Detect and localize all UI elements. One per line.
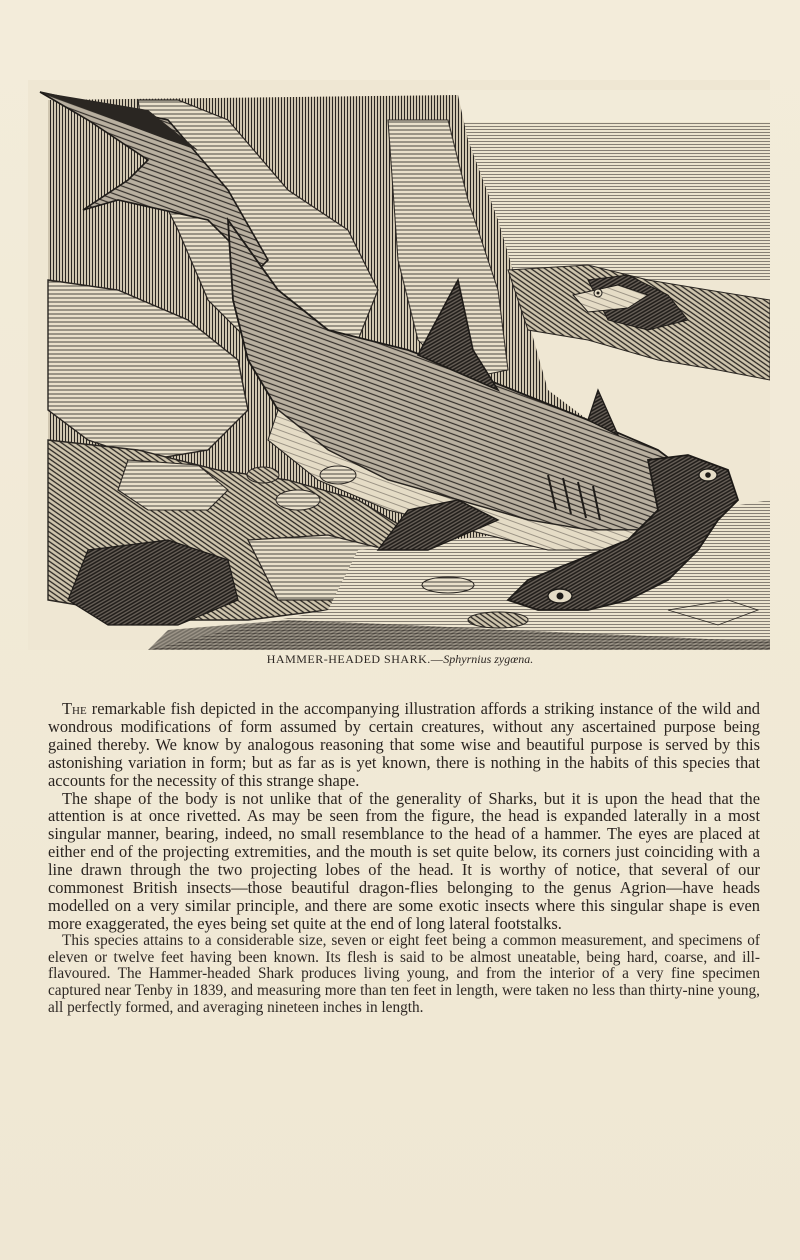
body-text — [48, 700, 760, 1017]
hammerhead-shark-engraving — [28, 80, 770, 650]
hammerhead-shark-icon — [28, 80, 770, 650]
paragraph-lead-word: The — [62, 699, 87, 718]
paragraph-1-text: remarkable fish depicted in the accompanying illustration affords a striking instance of the wild and wondrous modifications of form assumed by certain creatures, without any ascertained purpose being gained thereby. We know by analogous reasoning that some wise and beautiful purpose is served by this astonishing variation in form; but as far as is yet known, there is nothing in the habits of this species that accounts for the necessity of this strange shape. — [48, 699, 760, 790]
figure-caption — [0, 652, 800, 667]
paragraph-3: This species attains to a considerable size, seven or eight feet being a common measurement, and specimens of eleven or twelve feet having been known. Its flesh is said to be almost uneatable, being hard, coarse, and ill-flavoured. The Hammer-headed Shark produces living young, and from the interior of a very fine specimen captured near Tenby in 1839, and measuring more than ten feet in length, were taken no less than thirty-nine young, all perfectly formed, and averaging nineteen inches in length. — [48, 931, 760, 1016]
paragraph-2: The shape of the body is not unlike that of the generality of Sharks, but it is upon the head that the attention is at once rivetted. As may be seen from the figure, the head is expanded laterally in a most singular manner, bearing, indeed, no small resemblance to the head of a hammer. The eyes are placed at either end of the projecting extremities, and the mouth is set quite below, its corners just coinciding with a line drawn through the two projecting lobes of the head. It is worthy of notice, that several of our commonest British insects—those beautiful dragon-flies belonging to the genus Agrion—have heads modelled on a very similar principle, and there are some exotic insects where this singular shape is even more exaggerated, the eyes being set quite at the end of long lateral footstalks. — [48, 788, 760, 933]
caption-scientific-name: Sphyrnius zygœna. — [443, 652, 534, 666]
paragraph-1 — [48, 700, 760, 790]
caption-main: HAMMER-HEADED SHARK.— — [266, 652, 444, 666]
